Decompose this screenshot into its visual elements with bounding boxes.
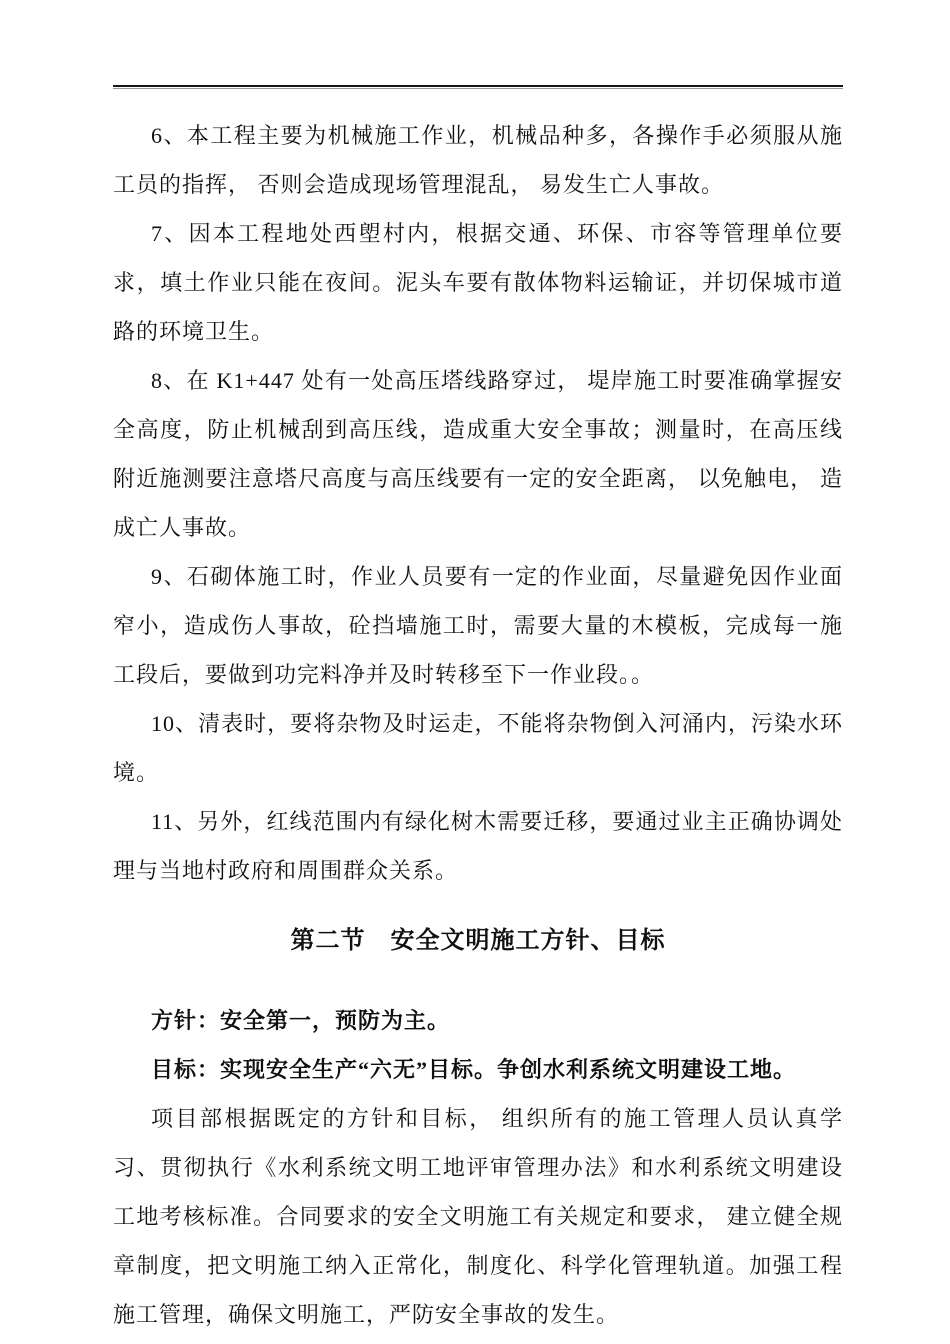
header-rule (113, 85, 843, 89)
paragraph: 11、另外，红线范围内有绿化树木需要迁移，要通过业主正确协调处理与当地村政府和周围群众关系。 (113, 809, 843, 883)
paragraph: 8、在 K1+447 处有一处高压塔线路穿过， 堤岸施工时要准确掌握安全高度，防止机械刮到高压线，造成重大安全事故；测量时，在高压线附近施测要注意塔尺高度与高压线要有一定的安全距离， 以免触电， 造成亡人事故。 (113, 368, 843, 540)
document-body (113, 111, 843, 1339)
policy-statement: 方针：安全第一，预防为主。 (151, 1008, 451, 1033)
paragraph: 6、本工程主要为机械施工作业，机械品种多，各操作手必须服从施工员的指挥， 否则会造成现场管理混乱， 易发生亡人事故。 (113, 123, 843, 197)
goal-statement: 目标：实现安全生产“六无”目标。争创水利系统文明建设工地。 (151, 1057, 797, 1082)
paragraph: 9、石砌体施工时，作业人员要有一定的作业面，尽量避免因作业面窄小，造成伤人事故，砼挡墙施工时，需要大量的木模板，完成每一施工段后，要做到功完料净并及时转移至下一作业段。。 (113, 564, 843, 687)
closing-paragraph: 项目部根据既定的方针和目标， 组织所有的施工管理人员认真学习、贯彻执行《水利系统文明工地评审管理办法》和水利系统文明建设工地考核标准。合同要求的安全文明施工有关规定和要求， 建立健全规章制度，把文明施工纳入正常化，制度化、科学化管理轨道。加强工程施工管理，确保文明施工，严防安全事故的发生。 (113, 1106, 843, 1327)
paragraph: 7、因本工程地处西塱村内，根据交通、环保、市容等管理单位要求，填土作业只能在夜间。泥头车要有散体物料运输证，并切保城市道路的环境卫生。 (113, 221, 843, 344)
section-heading: 第二节 安全文明施工方针、目标 (290, 928, 666, 954)
paragraph: 10、清表时，要将杂物及时运走，不能将杂物倒入河涌内，污染水环境。 (113, 711, 843, 785)
